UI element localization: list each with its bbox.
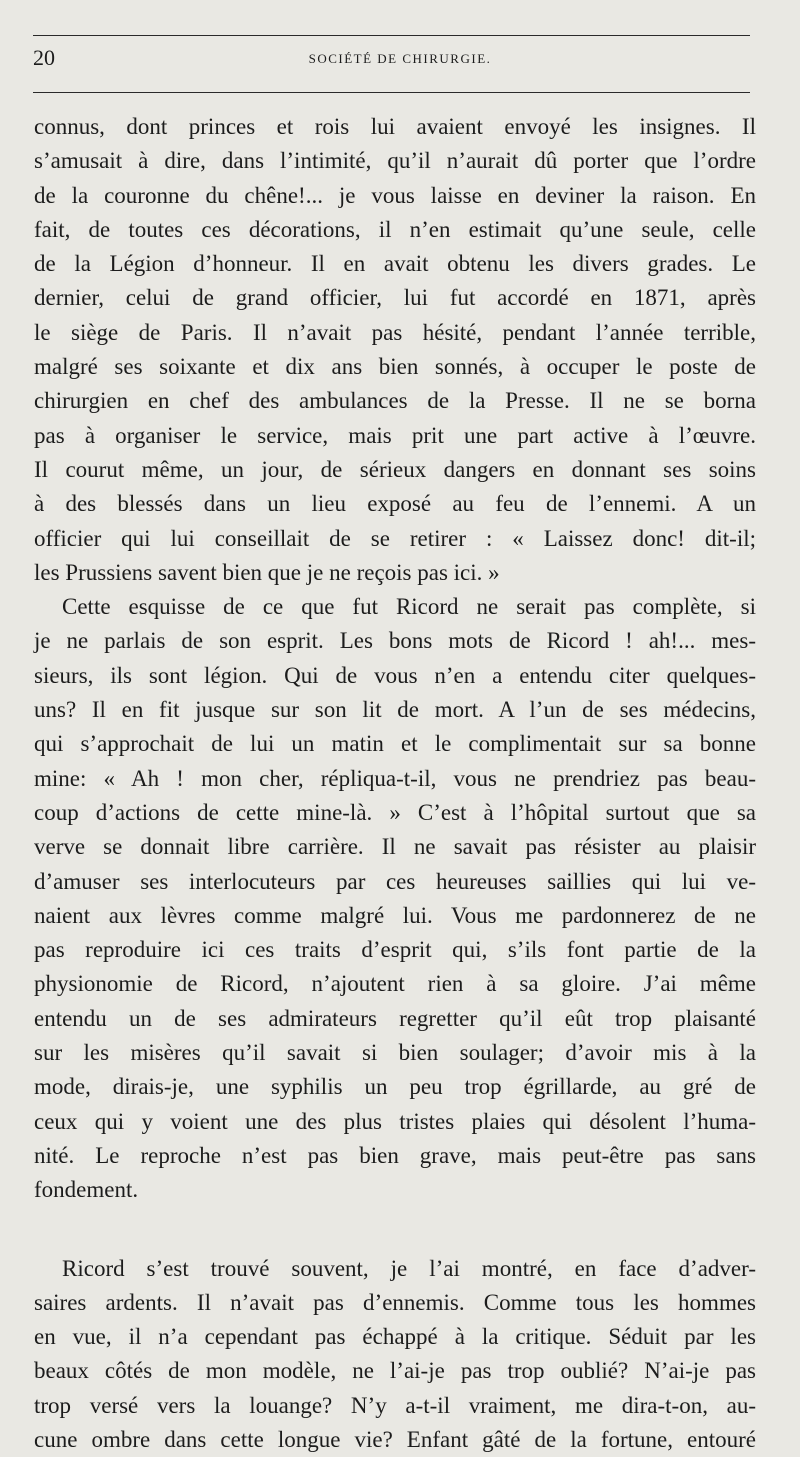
text-line: cune ombre dans cette longue vie? Enfant gâté de la fortune, entouré [34, 1423, 756, 1457]
text-line: sieurs, ils sont légion. Qui de vous n’en a entendu citer quelques- [34, 659, 756, 693]
text-line: fondement. [34, 1173, 756, 1207]
text-line: de la Légion d’honneur. Il en avait obtenu les divers grades. Le [34, 247, 756, 281]
text-line: de la couronne du chêne!... je vous laisse en deviner la raison. En [34, 179, 756, 213]
text-line: qui s’approchait de lui un matin et le complimentait sur sa bonne [34, 727, 756, 761]
page-number: 20 [33, 45, 55, 71]
text-line: malgré ses soixante et dix ans bien sonnés, à occuper le poste de [34, 350, 756, 384]
text-line: physionomie de Ricord, n’ajoutent rien à sa gloire. J’ai même [34, 967, 756, 1001]
text-line: naient aux lèvres comme malgré lui. Vous me pardonnerez de ne [34, 899, 756, 933]
text-line: connus, dont princes et rois lui avaient envoyé les insignes. Il [34, 110, 756, 144]
running-title: SOCIÉTÉ DE CHIRURGIE. [0, 51, 800, 67]
text-line: entendu un de ses admirateurs regretter qu’il eût trop plaisanté [34, 1002, 756, 1036]
text-line: les Prussiens savent bien que je ne reçois pas ici. » [34, 556, 756, 590]
paragraph [34, 1252, 756, 1457]
text-line: pas à organiser le service, mais prit une part active à l’œuvre. [34, 419, 756, 453]
text-line: coup d’actions de cette mine-là. » C’est à l’hôpital surtout que sa [34, 796, 756, 830]
text-line: officier qui lui conseillait de se retirer : « Laissez donc! dit-il; [34, 522, 756, 556]
text-line: saires ardents. Il n’avait pas d’ennemis. Comme tous les hommes [34, 1286, 756, 1320]
text-line: s’amusait à dire, dans l’intimité, qu’il n’aurait dû porter que l’ordre [34, 144, 756, 178]
text-line: fait, de toutes ces décorations, il n’en estimait qu’une seule, celle [34, 213, 756, 247]
text-line: trop versé vers la louange? N’y a-t-il vraiment, me dira-t-on, au- [34, 1389, 756, 1423]
paragraph [34, 110, 756, 590]
text-line: mine: « Ah ! mon cher, répliqua-t-il, vous ne prendriez pas beau- [34, 762, 756, 796]
text-line: chirurgien en chef des ambulances de la Presse. Il ne se borna [34, 384, 756, 418]
text-line: Il courut même, un jour, de sérieux dangers en donnant ses soins [34, 453, 756, 487]
text-line: Cette esquisse de ce que fut Ricord ne serait pas complète, si [34, 590, 756, 624]
text-line: ceux qui y voient une des plus tristes plaies qui désolent l’huma- [34, 1105, 756, 1139]
text-line: en vue, il n’a cependant pas échappé à la critique. Séduit par les [34, 1320, 756, 1354]
text-line: à des blessés dans un lieu exposé au feu de l’ennemi. A un [34, 487, 756, 521]
text-line: le siège de Paris. Il n’avait pas hésité, pendant l’année terrible, [34, 316, 756, 350]
text-line: uns? Il en fit jusque sur son lit de mort. A l’un de ses médecins, [34, 693, 756, 727]
text-line: Ricord s’est trouvé souvent, je l’ai montré, en face d’adver- [34, 1252, 756, 1286]
text-line: d’amuser ses interlocuteurs par ces heureuses saillies qui lui ve- [34, 865, 756, 899]
text-line: beaux côtés de mon modèle, ne l’ai-je pas trop oublié? N’ai-je pas [34, 1354, 756, 1388]
text-line: sur les misères qu’il savait si bien soulager; d’avoir mis à la [34, 1036, 756, 1070]
section-gap [34, 1208, 756, 1252]
text-line: dernier, celui de grand officier, lui fut accordé en 1871, après [34, 281, 756, 315]
body-text [34, 110, 756, 1457]
text-line: nité. Le reproche n’est pas bien grave, mais peut-être pas sans [34, 1139, 756, 1173]
header-top-rule [33, 35, 750, 36]
text-line: pas reproduire ici ces traits d’esprit qui, s’ils font partie de la [34, 933, 756, 967]
header-bottom-rule [33, 92, 750, 93]
text-line: mode, dirais-je, une syphilis un peu trop égrillarde, au gré de [34, 1070, 756, 1104]
text-line: verve se donnait libre carrière. Il ne savait pas résister au plaisir [34, 830, 756, 864]
text-line: je ne parlais de son esprit. Les bons mots de Ricord ! ah!... mes- [34, 624, 756, 658]
paragraph [34, 590, 756, 1207]
